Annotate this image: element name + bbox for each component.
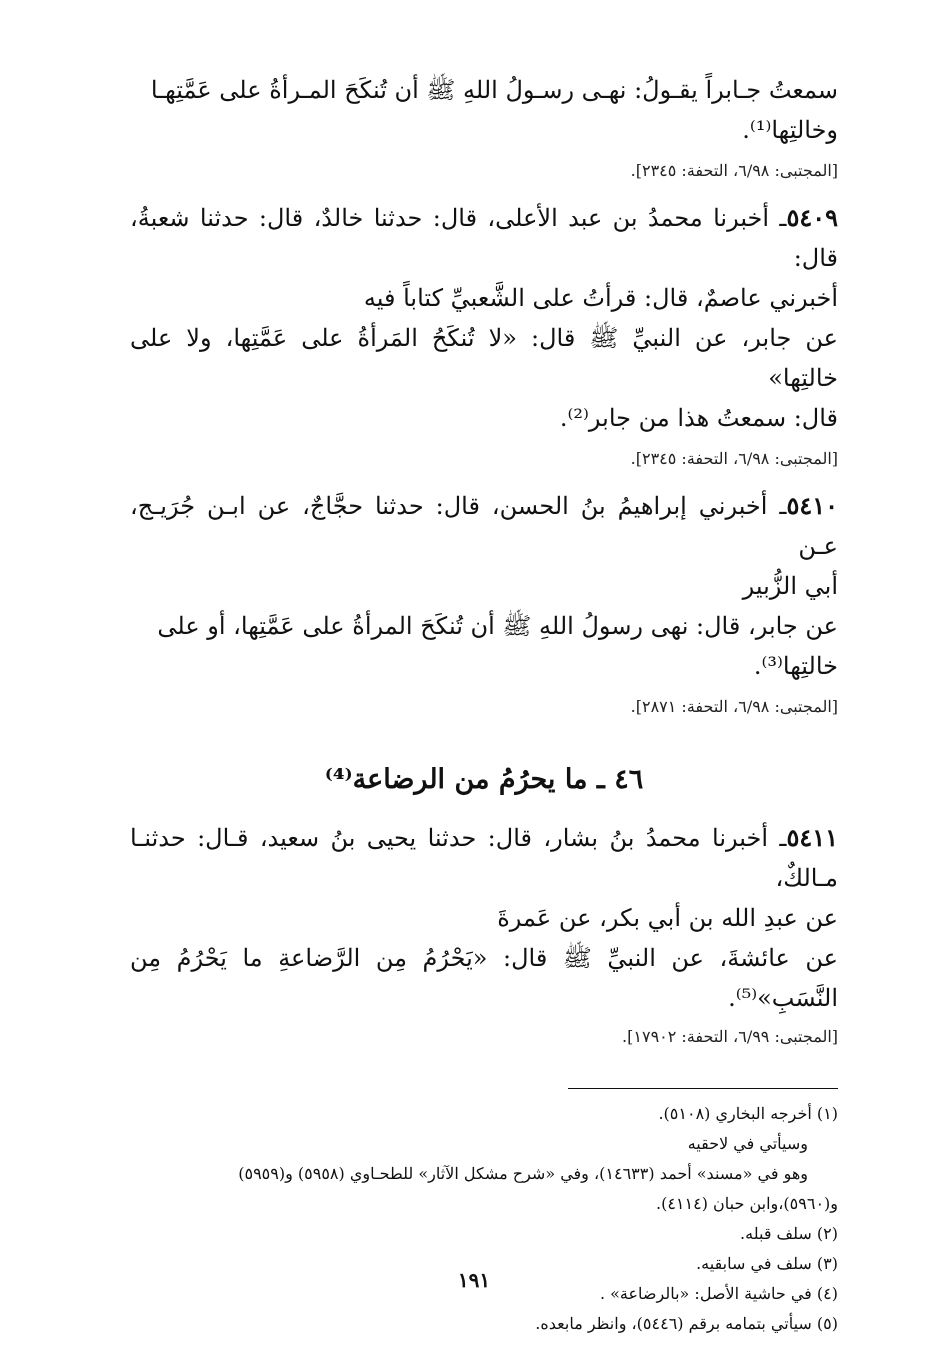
- chapter-heading: ٤٦ ـ ما يحرُمُ من الرضاعة⁽⁴⁾: [324, 764, 644, 795]
- text-line: قال: سمعتُ هذا من جابر⁽²⁾.: [559, 404, 838, 432]
- hadith-continuation: [130, 70, 838, 150]
- hadith-number: ٥٤١١: [786, 823, 839, 852]
- footnote: (٤) في حاشية الأصل: «بالرضاعة» .: [599, 1284, 838, 1303]
- text-line: عن جابر، عن النبيِّ ﷺ قال: «لا تُنكَحُ المَرأةُ على عَمَّتِها، ولا على خالتِها»: [130, 324, 838, 392]
- text-line: [130, 818, 838, 898]
- footnote: وهو في «مسند» أحمد (١٤٦٣٣)، وفي «شرح مشكل الآثار» للطحـاوي (٥٩٥٨) و(٥٩٥٩): [238, 1164, 808, 1183]
- hadith-number: ٥٤٠٩: [786, 203, 838, 232]
- reference-note: [المجتبى: ٦/٩٨، التحفة: ٢٣٤٥].: [630, 161, 838, 180]
- page-number: ١٩١: [457, 1268, 491, 1292]
- text-line: عن عبدِ الله بن أبي بكر، عن عَمرةَ: [497, 904, 838, 932]
- reference-note: [المجتبى: ٦/٩٨، التحفة: ٢٨٧١].: [630, 697, 838, 716]
- footnote: (٢) سلف قبله.: [740, 1224, 838, 1243]
- hadith-5411: [130, 818, 838, 1018]
- isnad-text: ـ أخبرني إبراهيمُ بنُ الحسن، قال: حدثنا حجَّاجٌ، عن ابـن جُرَيـج، عـن: [130, 492, 838, 560]
- text-line: [130, 486, 838, 566]
- footnotes: [130, 1099, 838, 1339]
- footnote: و(٥٩٦٠)،وابن حبان (٤١١٤).: [655, 1194, 838, 1213]
- text-line: عن جابر، قال: نهى رسولُ اللهِ ﷺ أن تُنكَحَ المرأةُ على عَمَّتِها، أو على: [157, 612, 838, 640]
- footnote: (٥) سيأتي بتمامه برقم (٥٤٤٦)، وانظر مابعده.: [535, 1314, 838, 1333]
- footnote: (٣) سلف في سابقيه.: [696, 1254, 838, 1273]
- text-line: أبي الزُّبير: [742, 572, 838, 600]
- footnote: (١) أخرجه البخاري (٥١٠٨).: [658, 1104, 838, 1123]
- reference-note: [المجتبى: ٦/٩٩، التحفة: ١٧٩٠٢].: [622, 1027, 838, 1046]
- footnote: وسيأتي في لاحقيه: [687, 1134, 808, 1153]
- text-line: سمعتُ جـابراً يقـولُ: نهـى رسـولُ اللهِ ﷺ أن تُنكَحَ المـرأةُ على عَمَّتِهـا: [150, 76, 838, 104]
- text-line: أخبرني عاصمٌ، قال: قرأتُ على الشَّعبيِّ كتاباً فيه: [363, 284, 838, 312]
- isnad-text: ـ أخبرنا محمدُ بن عبد الأعلى، قال: حدثنا خالدٌ، قال: حدثنا شعبةُ، قال:: [130, 204, 838, 272]
- reference-note: [المجتبى: ٦/٩٨، التحفة: ٢٣٤٥].: [630, 449, 838, 468]
- text-line: [130, 198, 838, 278]
- hadith-5409: [130, 198, 838, 438]
- hadith-5410: [130, 486, 838, 686]
- isnad-text: ـ أخبرنا محمدُ بنُ بشار، قال: حدثنا يحيى بنُ سعيد، قـال: حدثنـا مـالكٌ،: [130, 824, 838, 892]
- text-line: عن عائشةَ، عن النبيِّ ﷺ قال: «يَحْرُمُ مِن الرَّضاعةِ ما يَحْرُمُ مِن النَّسَبِ»⁽⁵⁾.: [130, 944, 838, 1012]
- hadith-number: ٥٤١٠: [786, 491, 838, 520]
- text-line: وخالتِها⁽¹⁾.: [742, 116, 838, 144]
- text-line: خالتِها⁽³⁾.: [753, 652, 838, 680]
- footnote-divider: [568, 1088, 838, 1089]
